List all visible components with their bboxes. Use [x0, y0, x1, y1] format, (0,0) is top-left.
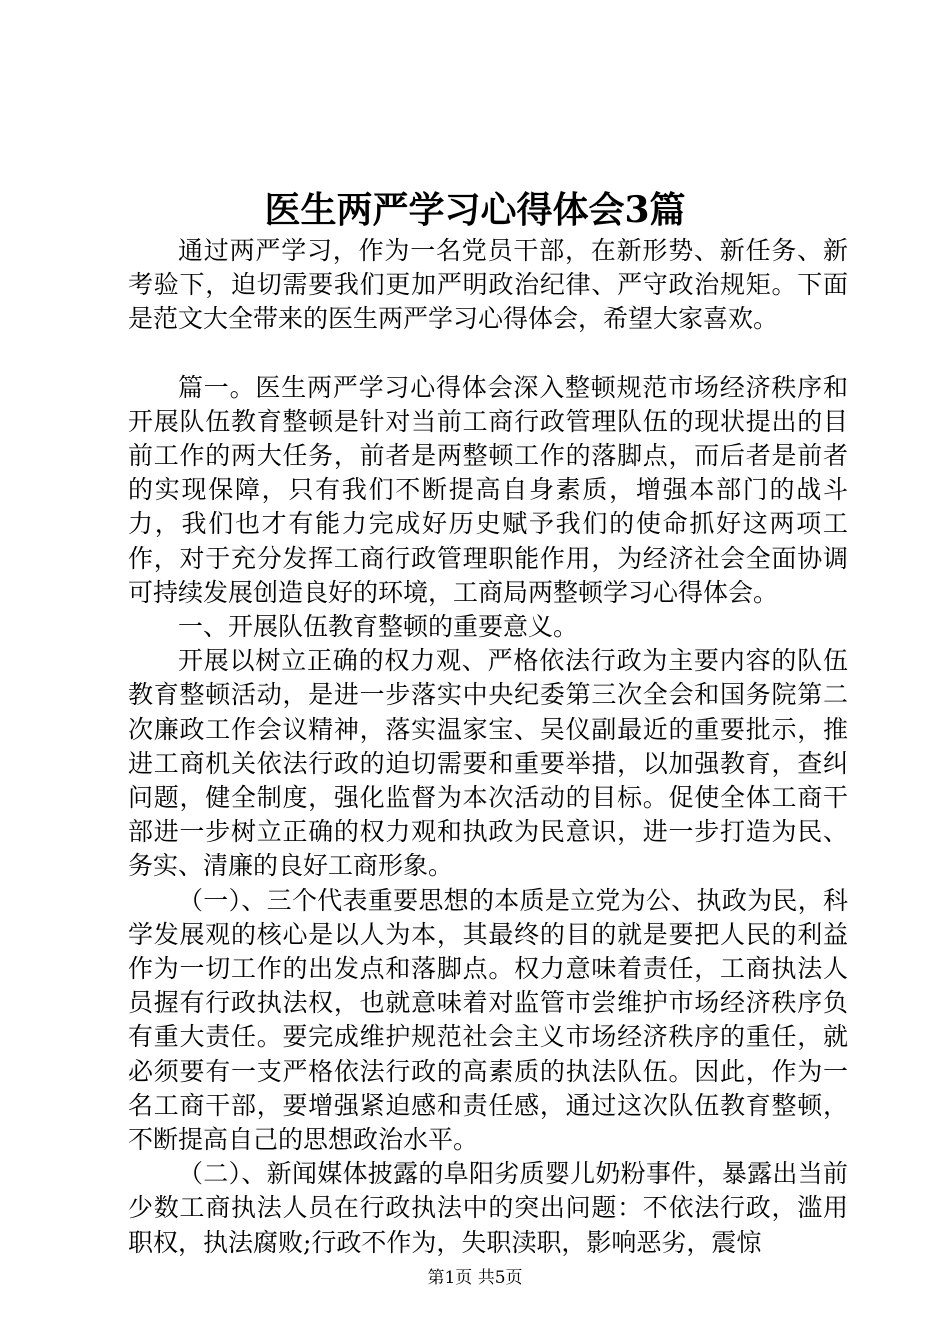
- body-paragraph-4: （二）、新闻媒体披露的阜阳劣质婴儿奶粉事件，暴露出当前少数工商执法人员在行政执法中的突出问题：不依法行政，滥用职权，执法腐败;行政不作为，失职渎职，影响恶劣，震惊: [128, 1159, 848, 1257]
- page-number-footer: 第1页 共5页: [427, 1268, 523, 1288]
- intro-paragraph: 通过两严学习，作为一名党员干部，在新形势、新任务、新考验下，迫切需要我们更加严明政治纪律、严守政治规矩。下面是范文大全带来的医生两严学习心得体会，希望大家喜欢。: [128, 236, 848, 334]
- section-heading-1: 一、开展队伍教育整顿的重要意义。: [178, 612, 579, 642]
- document-title: 医生两严学习心得体会3篇: [264, 189, 686, 231]
- body-paragraph-1: 篇一。医生两严学习心得体会深入整顿规范市场经济秩序和开展队伍教育整顿是针对当前工商行政管理队伍的现状提出的目前工作的两大任务，前者是两整顿工作的落脚点，而后者是前者的实现保障，只有我们不断提高自身素质，增强本部门的战斗力，我们也才有能力完成好历史赋予我们的使命抓好这两项工作，对于充分发挥工商行政管理职能作用，为经济社会全面协调可持续发展创造良好的环境，工商局两整顿学习心得体会。: [128, 372, 848, 607]
- document-body: [128, 234, 848, 1260]
- body-paragraph-3: （一）、三个代表重要思想的本质是立党为公、执政为民，科学发展观的核心是以人为本，其最终的目的就是要把人民的利益作为一切工作的出发点和落脚点。权力意味着责任，工商执法人员握有行政执法权，也就意味着对监管市尝维护市场经济秩序负有重大责任。要完成维护规范社会主义市场经济秩序的重任，就必须要有一支严格依法行政的高素质的执法队伍。因此，作为一名工商干部，要增强紧迫感和责任感，通过这次队伍教育整顿，不断提高自己的思想政治水平。: [128, 885, 848, 1155]
- paragraph-gap: [128, 337, 848, 371]
- body-paragraph-2: 开展以树立正确的权力观、严格依法行政为主要内容的队伍教育整顿活动，是进一步落实中央纪委第三次全会和国务院第二次廉政工作会议精神，落实温家宝、吴仪副最近的重要批示，推进工商机关依法行政的迫切需要和重要举措，以加强教育，查纠问题，健全制度，强化监督为本次活动的目标。促使全体工商干部进一步树立正确的权力观和执政为民意识，进一步打造为民、务实、清廉的良好工商形象。: [128, 646, 848, 881]
